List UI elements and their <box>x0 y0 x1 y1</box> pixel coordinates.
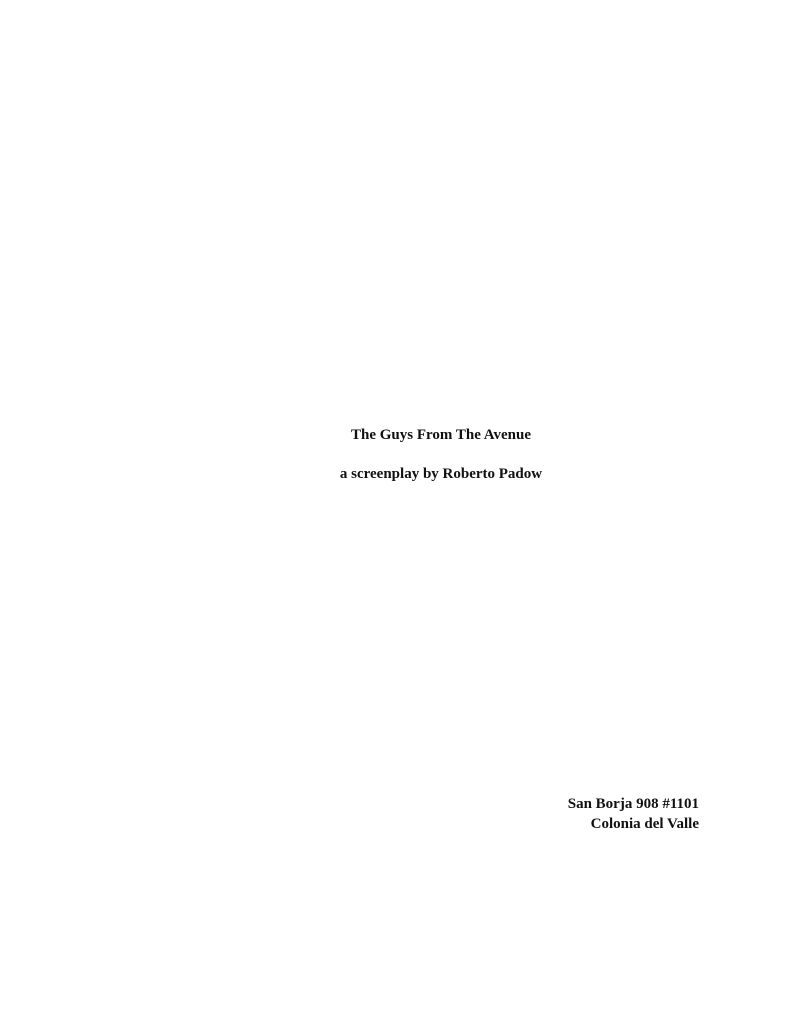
address-line-2: Colonia del Valle <box>590 816 699 832</box>
title-block <box>0 425 790 484</box>
author-byline: a screenplay by Roberto Padow <box>339 466 543 482</box>
screenplay-title: The Guys From The Avenue <box>350 427 532 443</box>
contact-address <box>568 794 699 834</box>
address-line-1: San Borja 908 #1101 <box>567 796 699 812</box>
